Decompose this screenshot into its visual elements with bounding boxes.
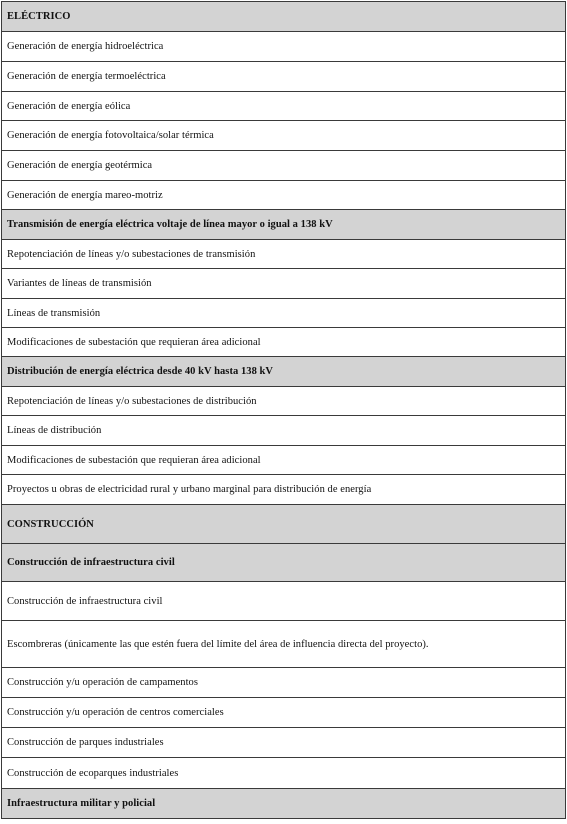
row-label: Generación de energía mareo-motriz	[2, 181, 566, 210]
row-label: Líneas de distribución	[2, 416, 566, 446]
row-label: Repotenciación de líneas y/o subestaciones de distribución	[2, 387, 566, 416]
row-label: Construcción de parques industriales	[2, 728, 566, 758]
row-label: Construcción de ecoparques industriales	[2, 758, 566, 789]
row-label: Proyectos u obras de electricidad rural y urbano marginal para distribución de energía	[2, 475, 566, 505]
row-label: Repotenciación de líneas y/o subestaciones de transmisión	[2, 240, 566, 269]
header-label: ELÉCTRICO	[2, 2, 566, 32]
header-label: Construcción de infraestructura civil	[2, 544, 566, 582]
category-header-row	[2, 357, 566, 387]
category-header-row	[2, 789, 566, 819]
row-label: Generación de energía eólica	[2, 92, 566, 121]
row-label: Modificaciones de subestación que requieran área adicional	[2, 328, 566, 357]
header-label: Transmisión de energía eléctrica voltaje de línea mayor o igual a 138 kV	[2, 210, 566, 240]
table-row	[2, 621, 566, 668]
row-label: Escombreras (únicamente las que estén fuera del límite del área de influencia directa del proyecto).	[2, 621, 566, 668]
table-row	[2, 299, 566, 328]
activity-catalog-table	[1, 1, 566, 819]
section-header-row	[2, 505, 566, 544]
row-label: Generación de energía termoeléctrica	[2, 62, 566, 92]
header-label: Distribución de energía eléctrica desde 40 kV hasta 138 kV	[2, 357, 566, 387]
header-label: Infraestructura militar y policial	[2, 789, 566, 819]
table-row	[2, 62, 566, 92]
table-row	[2, 151, 566, 181]
table-row	[2, 728, 566, 758]
row-label: Modificaciones de subestación que requieran área adicional	[2, 446, 566, 475]
table-row	[2, 758, 566, 789]
row-label: Construcción y/u operación de centros comerciales	[2, 698, 566, 728]
row-label: Generación de energía hidroeléctrica	[2, 32, 566, 62]
table-row	[2, 582, 566, 621]
table-row	[2, 446, 566, 475]
row-label: Generación de energía fotovoltaica/solar térmica	[2, 121, 566, 151]
section-header-row	[2, 2, 566, 32]
row-label: Líneas de transmisión	[2, 299, 566, 328]
table-row	[2, 328, 566, 357]
table-row	[2, 32, 566, 62]
row-label: Construcción de infraestructura civil	[2, 582, 566, 621]
table-row	[2, 698, 566, 728]
table-row	[2, 475, 566, 505]
table-row	[2, 92, 566, 121]
table-row	[2, 240, 566, 269]
table-row	[2, 387, 566, 416]
table-body	[2, 2, 566, 819]
table-row	[2, 269, 566, 299]
row-label: Generación de energía geotérmica	[2, 151, 566, 181]
category-header-row	[2, 544, 566, 582]
table-row	[2, 121, 566, 151]
table-row	[2, 416, 566, 446]
row-label: Construcción y/u operación de campamentos	[2, 668, 566, 698]
table-row	[2, 668, 566, 698]
table-row	[2, 181, 566, 210]
category-header-row	[2, 210, 566, 240]
row-label: Variantes de líneas de transmisión	[2, 269, 566, 299]
header-label: CONSTRUCCIÓN	[2, 505, 566, 544]
